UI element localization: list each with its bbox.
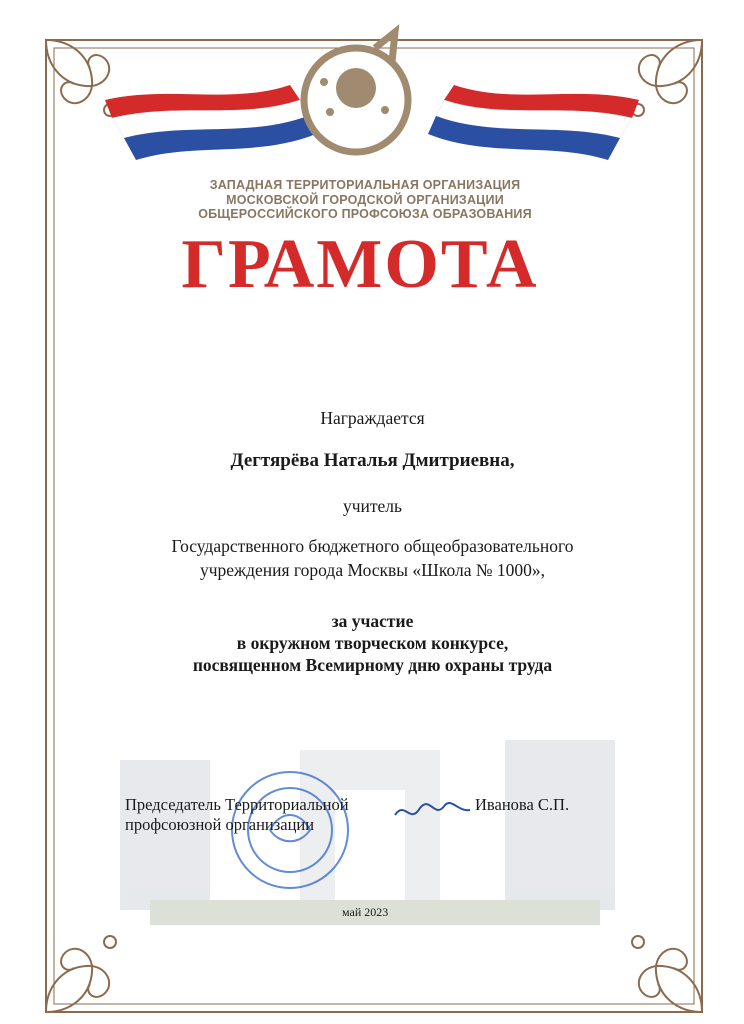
corner-ornament-top-right <box>632 40 702 116</box>
corner-ornament-top-left <box>46 40 116 116</box>
signatory-name: Иванова С.П. <box>475 795 570 814</box>
union-emblem <box>304 32 408 152</box>
reason-line: в окружном творческом конкурсе, <box>236 633 509 653</box>
recipient-position: учитель <box>342 496 403 516</box>
signatory-title-line: профсоюзной организации <box>125 815 315 834</box>
institution-name <box>90 534 655 582</box>
signatory-title-line: Председатель Территориальной <box>125 795 349 814</box>
issue-date: май 2023 <box>342 905 389 919</box>
organization-line: МОСКОВСКОЙ ГОРОДСКОЙ ОРГАНИЗАЦИИ <box>226 192 504 207</box>
organization-line: ОБЩЕРОССИЙСКОГО ПРОФСОЮЗА ОБРАЗОВАНИЯ <box>198 207 532 221</box>
signatory-title <box>125 795 349 835</box>
corner-ornament-bottom-right <box>632 936 702 1012</box>
awarded-label: Награждается <box>320 408 425 428</box>
institution-line: учреждения города Москвы «Школа № 1000», <box>199 560 546 580</box>
corner-ornament-bottom-left <box>46 936 116 1012</box>
flag-ribbon-left <box>105 85 316 160</box>
organization-line: ЗАПАДНАЯ ТЕРРИТОРИАЛЬНАЯ ОРГАНИЗАЦИЯ <box>209 178 521 192</box>
certificate-title: ГРАМОТА <box>181 226 539 303</box>
flag-ribbon-right <box>428 85 639 160</box>
institution-line: Государственного бюджетного общеобразовательного <box>171 536 574 556</box>
organization-name <box>150 178 580 222</box>
reason-line: за участие <box>331 611 414 631</box>
award-reason <box>90 610 655 676</box>
reason-line: посвященном Всемирному дню охраны труда <box>192 655 553 675</box>
recipient-name: Дегтярёва Наталья Дмитриевна, <box>230 450 515 471</box>
